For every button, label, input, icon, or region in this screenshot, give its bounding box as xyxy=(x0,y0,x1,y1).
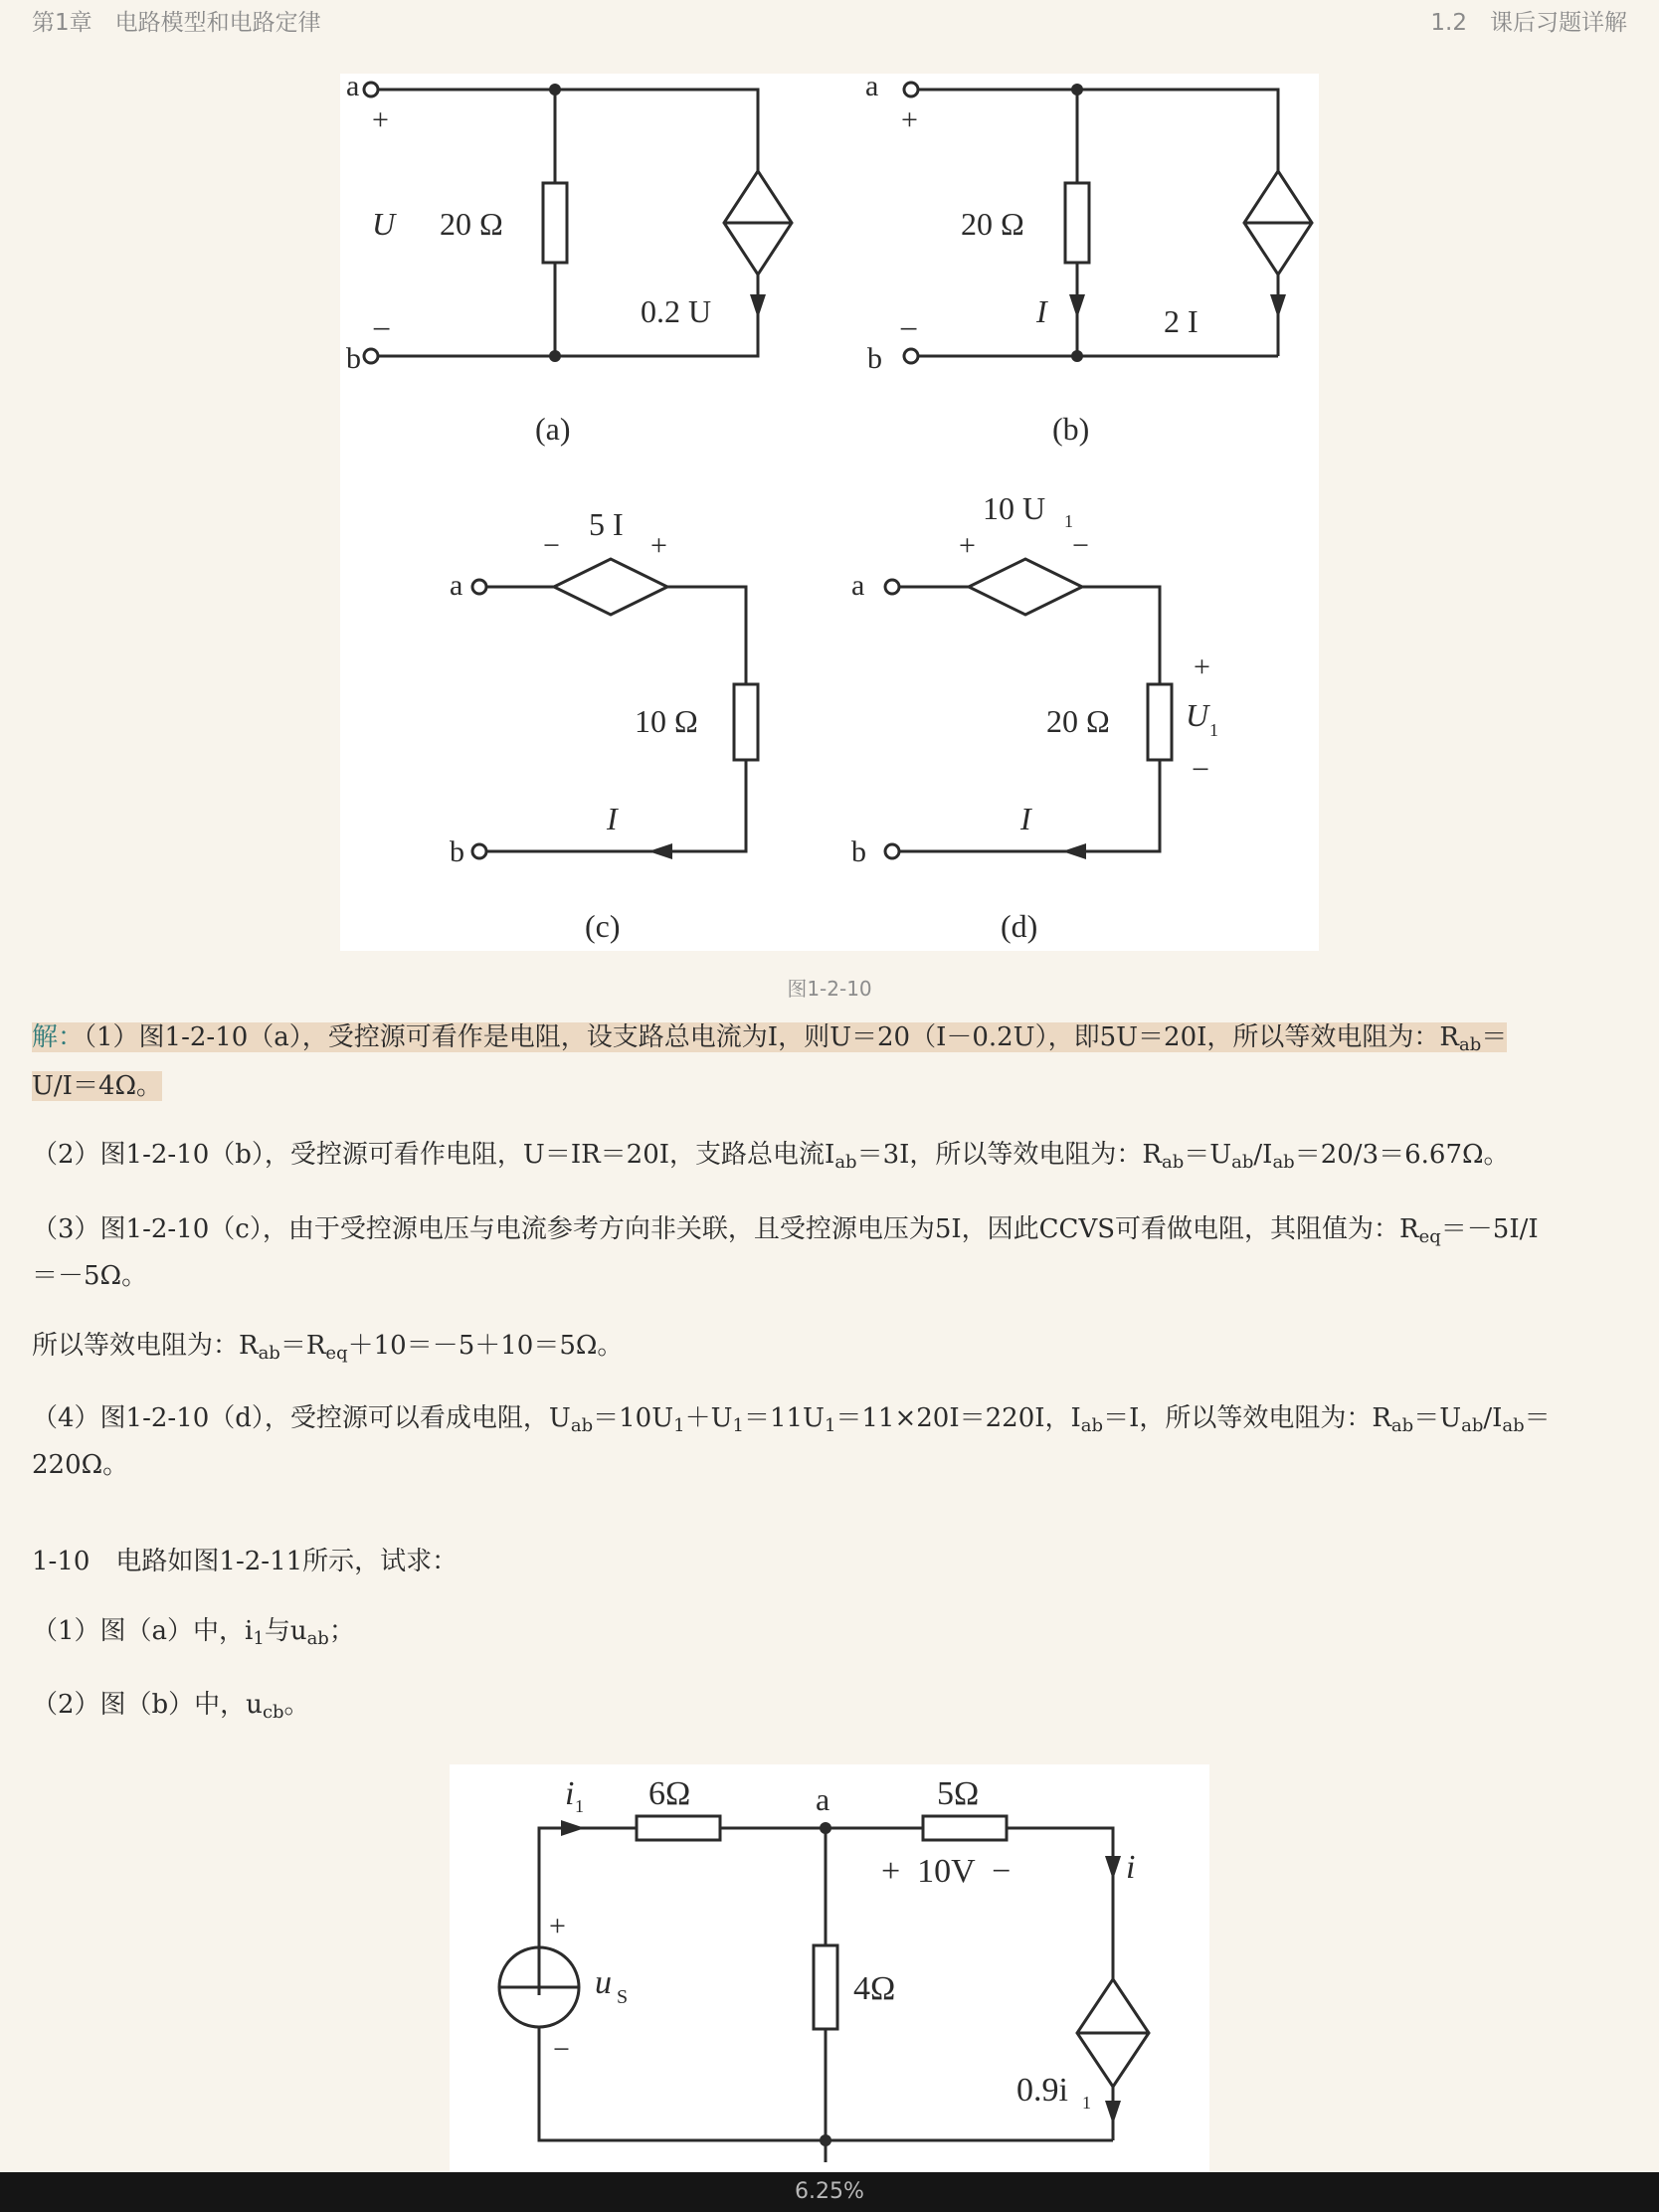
fig2-node-a: a xyxy=(816,1781,830,1817)
fig-d-resistor: 20 Ω xyxy=(1046,703,1110,739)
fig-c-node-a: a xyxy=(450,569,463,602)
fig-d-u-minus: − xyxy=(1192,751,1210,787)
fig-b-source: 2 I xyxy=(1164,303,1198,339)
fig-a-label: (a) xyxy=(535,411,571,447)
fig-c-current: I xyxy=(607,801,618,836)
fig-a-resistor: 20 Ω xyxy=(440,206,503,242)
fig-a-node-b: b xyxy=(346,342,361,375)
solution-line-3-cont: ＝－5Ω。 xyxy=(32,1261,148,1291)
fig-d-u-plus: + xyxy=(1194,650,1210,683)
solution-line-5: （4）图1-2-10（d），受控源可以看成电阻，$U_{ab}=10U_1+U_1=11U_1=11\times 20I=220I$，$I_{ab}=I$，所以等效电阻为：$R_{ab}=U_{ab}/I_{ab}=$ xyxy=(32,1403,1551,1436)
solution-line-1-cont: U/I＝4Ω。 xyxy=(32,1071,163,1101)
fig-d-source-sub: 1 xyxy=(1064,511,1073,531)
figure-1-2-11 xyxy=(450,1764,1209,2172)
fig-d-source-plus: + xyxy=(959,529,976,562)
fig-a-source: 0.2 U xyxy=(641,293,712,329)
fig-d-u-label: U xyxy=(1186,697,1209,733)
fig-b-minus: − xyxy=(899,311,919,348)
zoom-level[interactable]: 6.25% xyxy=(795,2179,864,2204)
fig2-r6: 6Ω xyxy=(648,1775,691,1812)
fig2-us-minus: − xyxy=(553,2033,570,2066)
bottom-status-bar xyxy=(0,2172,1659,2212)
fig-b-node-a: a xyxy=(865,74,879,102)
fig-a-node-a: a xyxy=(346,74,360,102)
solution-line-4: 所以等效电阻为：$R_{ab}=R_{eq}+10=-5+10=5\Omega$。 xyxy=(32,1331,624,1364)
fig-b-resistor: 20 Ω xyxy=(961,206,1024,242)
section-title: 1.2 课后习题详解 xyxy=(1430,10,1627,36)
fig2-v10: + 10V − xyxy=(881,1853,1012,1890)
fig-a-voltage: U xyxy=(372,206,396,242)
fig2-us-plus: + xyxy=(549,1910,566,1942)
fig-b-label: (b) xyxy=(1052,411,1090,447)
fig-d-source: 10 U xyxy=(983,490,1046,526)
fig-a-minus: − xyxy=(372,311,392,348)
fig-c-source: 5 I xyxy=(589,506,624,542)
chapter-title: 第1章 电路模型和电路定律 xyxy=(32,10,321,36)
fig-c-source-minus: − xyxy=(543,529,560,562)
figure-caption: 图1-2-10 xyxy=(787,977,872,1001)
solution-line-2: （2）图1-2-10（b），受控源可看作电阻，U＝IR＝20I，支路总电流$I_{ab}=3I$，所以等效电阻为：$R_{ab}=U_{ab}/I_{ab}=20/3=6.67\Omega$。 xyxy=(32,1140,1510,1173)
fig2-us-sub: S xyxy=(617,1986,629,2008)
fig-d-current: I xyxy=(1020,801,1031,836)
problem-question-2: （2）图（b）中，$u_{cb}$。 xyxy=(32,1690,310,1723)
solution-line-1: 解：（1）图1-2-10（a），受控源可看作是电阻，设支路总电流为I，则U＝20（I－0.2U），即5U＝20I，所以等效电阻为：$R_{ab}=$ xyxy=(32,1022,1508,1055)
fig-d-node-a: a xyxy=(851,569,865,602)
problem-title: 1-10 电路如图1-2-11所示，试求： xyxy=(32,1547,459,1576)
fig2-i1-sub: 1 xyxy=(575,1796,584,1816)
fig2-r4: 4Ω xyxy=(853,1970,896,2007)
fig-c-resistor: 10 Ω xyxy=(635,703,698,739)
fig-d-node-b: b xyxy=(851,835,866,868)
fig-d-source-minus: − xyxy=(1072,529,1089,562)
fig-b-current: I xyxy=(1036,293,1047,329)
fig2-r5: 5Ω xyxy=(937,1775,980,1812)
figure-1-2-10 xyxy=(340,74,1319,951)
fig-b-plus: + xyxy=(901,103,918,136)
fig2-source: 0.9i xyxy=(1016,2072,1068,2109)
solution-line-3: （3）图1-2-10（c），由于受控源电压与电流参考方向非关联，且受控源电压为5I，因此CCVS可看做电阻，其阻值为：$R_{eq}=-5I/I$ xyxy=(32,1214,1539,1247)
solution-line-5-cont: 220Ω。 xyxy=(32,1450,129,1480)
fig-d-label: (d) xyxy=(1001,908,1038,944)
fig2-us: u xyxy=(595,1964,612,2001)
fig2-i: i xyxy=(1126,1849,1136,1886)
fig-b-node-b: b xyxy=(867,342,882,375)
fig2-i1: i xyxy=(565,1775,575,1812)
fig-c-source-plus: + xyxy=(650,529,667,562)
fig-c-node-b: b xyxy=(450,835,464,868)
fig2-source-sub: 1 xyxy=(1082,2093,1091,2113)
fig-a-plus: + xyxy=(372,103,389,136)
problem-question-1: （1）图（a）中，$i_1$与$u_{ab}$； xyxy=(32,1616,355,1649)
fig-c-label: (c) xyxy=(585,908,621,944)
fig-d-u-sub: 1 xyxy=(1209,720,1218,740)
